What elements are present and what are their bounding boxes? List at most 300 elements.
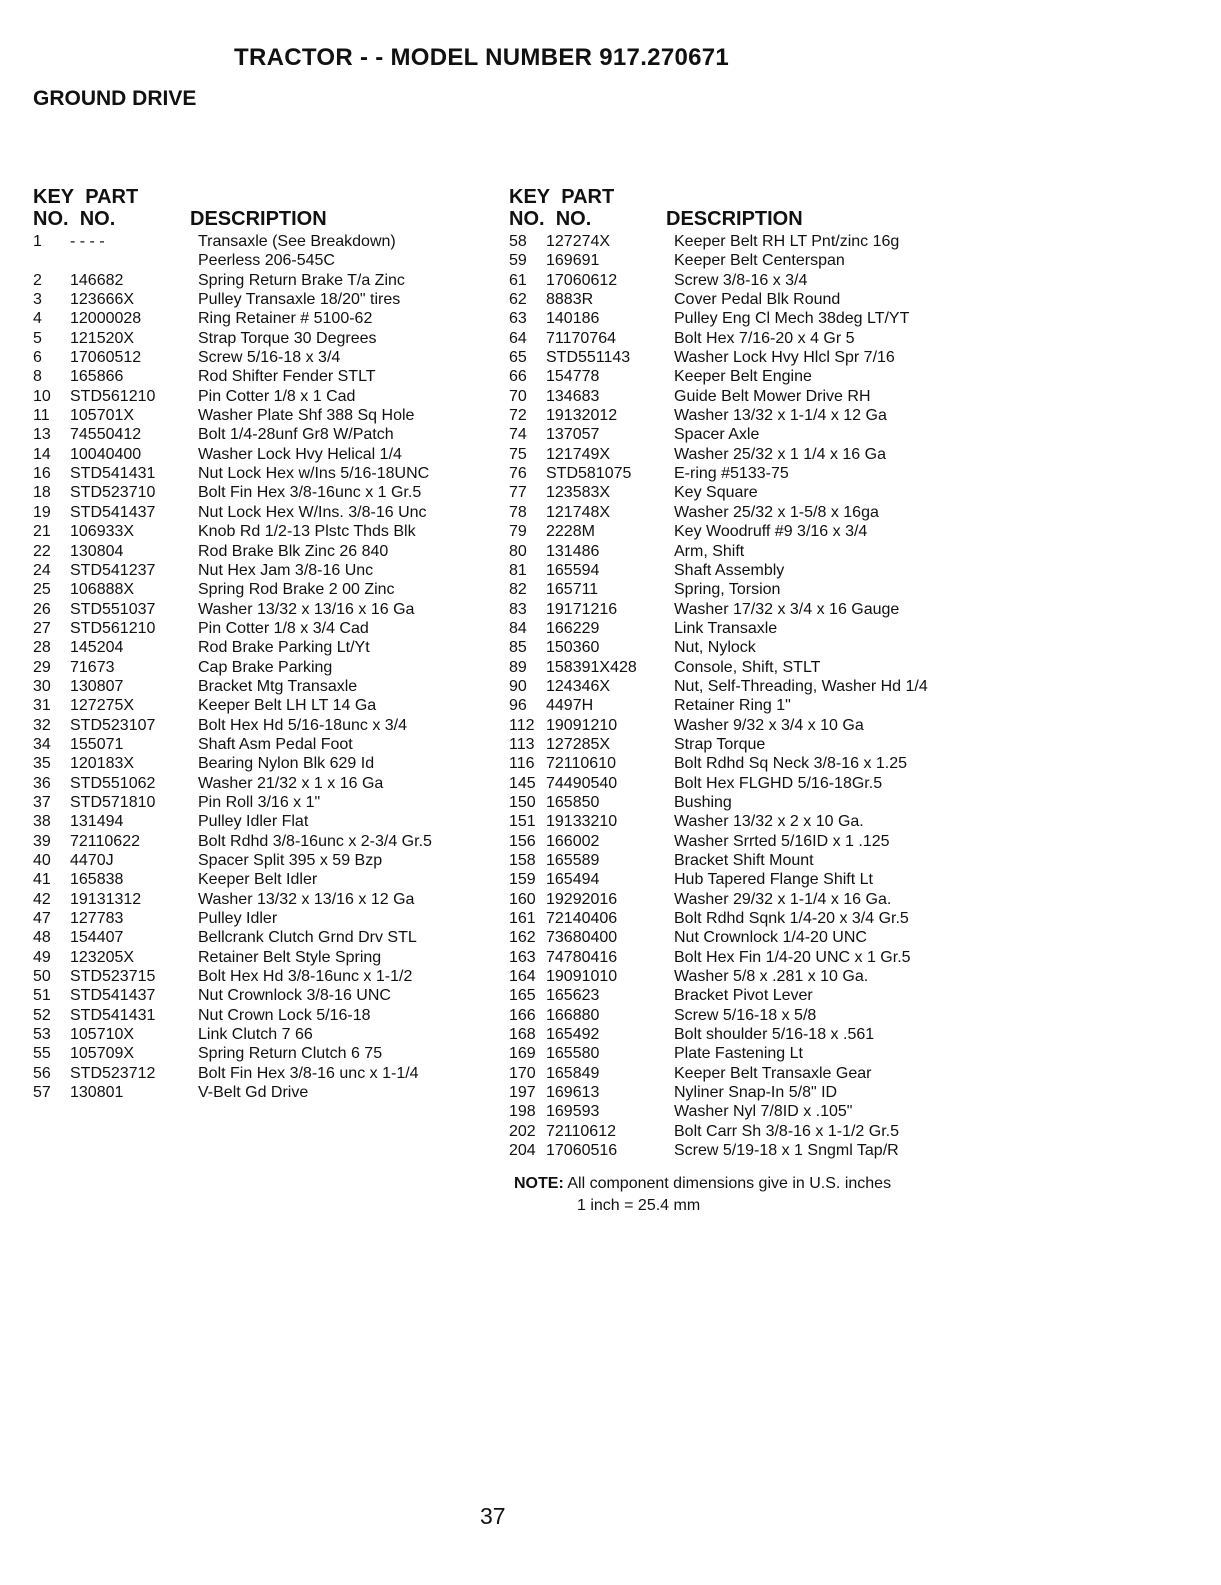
key-no: 64 <box>509 329 527 347</box>
part-no: 19131312 <box>70 890 142 908</box>
part-no: 124346X <box>546 677 611 695</box>
table-row <box>509 1122 1209 1141</box>
part-no: 74780416 <box>546 948 618 966</box>
description: Pin Roll 3/16 x 1" <box>198 793 321 811</box>
key-no: 151 <box>509 813 536 831</box>
table-row <box>33 271 503 290</box>
description: Bolt Fin Hex 3/8-16unc x 1 Gr.5 <box>198 484 422 502</box>
table-row <box>509 1064 1209 1083</box>
key-no: 14 <box>33 445 51 463</box>
part-no: 165866 <box>70 368 124 386</box>
description: Pulley Idler Flat <box>198 813 309 831</box>
key-no: 38 <box>33 813 51 831</box>
key-no: 164 <box>509 968 536 986</box>
description: Screw 5/16-18 x 5/8 <box>674 1006 817 1024</box>
table-row <box>509 367 1209 386</box>
part-no: 145204 <box>70 639 124 657</box>
part-no: 19292016 <box>546 890 618 908</box>
description: Keeper Belt RH LT Pnt/zinc 16g <box>674 233 900 250</box>
table-row <box>33 716 503 735</box>
part-no: 127783 <box>70 910 124 928</box>
part-no: STD571810 <box>70 793 156 811</box>
key-no: 59 <box>509 252 527 270</box>
key-no: 55 <box>33 1045 51 1063</box>
part-no: 4497H <box>546 697 594 715</box>
description: Keeper Belt Engine <box>674 368 812 386</box>
description: Bracket Pivot Lever <box>674 987 813 1005</box>
key-no: 53 <box>33 1026 51 1044</box>
description: Bolt Rdhd 3/8-16unc x 2-3/4 Gr.5 <box>198 832 432 850</box>
table-row <box>509 793 1209 812</box>
part-no: 146682 <box>70 271 124 289</box>
table-row <box>509 542 1209 561</box>
table-row <box>509 735 1209 754</box>
description: Keeper Belt Idler <box>198 871 318 889</box>
part-no: 2228M <box>546 523 595 541</box>
description: Washer 25/32 x 1 1/4 x 16 Ga <box>674 445 886 463</box>
part-no: 105709X <box>70 1045 135 1063</box>
key-no: 32 <box>33 716 51 734</box>
table-row <box>33 445 503 464</box>
table-row <box>33 967 503 986</box>
note-label: NOTE: <box>514 1175 564 1192</box>
table-row <box>509 870 1209 889</box>
no-no-header: NO. NO. <box>509 208 592 230</box>
key-no: 90 <box>509 677 527 695</box>
page-title: TRACTOR - - MODEL NUMBER 917.270671 <box>234 44 730 71</box>
key-no: 39 <box>33 832 51 850</box>
key-no: 79 <box>509 523 527 541</box>
table-row <box>509 1141 1209 1160</box>
key-no: 76 <box>509 465 527 483</box>
part-no: 71673 <box>70 658 115 676</box>
key-no: 58 <box>509 233 527 250</box>
table-row <box>33 793 503 812</box>
key-no: 2 <box>33 271 42 289</box>
part-no: 134683 <box>546 387 600 405</box>
key-no: 78 <box>509 503 527 521</box>
table-row <box>509 909 1209 928</box>
description: Bellcrank Clutch Grnd Drv STL <box>198 929 417 947</box>
table-row <box>509 445 1209 464</box>
part-no: 19091210 <box>546 716 618 734</box>
part-no: 166229 <box>546 619 600 637</box>
table-row <box>33 1064 503 1083</box>
key-no: 51 <box>33 987 51 1005</box>
description: Key Square <box>674 484 758 502</box>
description: Pin Cotter 1/8 x 1 Cad <box>198 387 356 405</box>
part-no: 165623 <box>546 987 600 1005</box>
part-no: 72110612 <box>546 1122 616 1140</box>
description: Nyliner Snap-In 5/8" ID <box>674 1084 838 1102</box>
table-row <box>509 928 1209 947</box>
key-no: 13 <box>33 426 51 444</box>
key-no: 166 <box>509 1006 536 1024</box>
key-no: 18 <box>33 484 51 502</box>
part-no: STD561210 <box>70 619 156 637</box>
part-no: 72140406 <box>546 910 618 928</box>
key-no: 41 <box>33 871 51 889</box>
key-no: 75 <box>509 445 527 463</box>
key-no: 62 <box>509 291 527 309</box>
description: Washer 13/32 x 13/16 x 16 Ga <box>198 600 415 618</box>
description: Bolt Rdhd Sqnk 1/4-20 x 3/4 Gr.5 <box>674 910 909 928</box>
description: Keeper Belt LH LT 14 Ga <box>198 697 377 715</box>
part-no: 73680400 <box>546 929 618 947</box>
table-row <box>33 677 503 696</box>
part-no: STD523712 <box>70 1064 156 1082</box>
key-no: 70 <box>509 387 527 405</box>
key-no: 3 <box>33 291 42 309</box>
table-row <box>33 851 503 870</box>
key-no: 161 <box>509 910 536 928</box>
description: Strap Torque 30 Degrees <box>198 329 377 347</box>
part-no: 120183X <box>70 755 135 773</box>
key-no: 96 <box>509 697 527 715</box>
description: Bracket Shift Mount <box>674 852 814 869</box>
key-no: 28 <box>33 639 51 657</box>
description: Console, Shift, STLT <box>674 658 821 676</box>
key-no: 52 <box>33 1006 51 1024</box>
table-row <box>33 870 503 889</box>
description: Guide Belt Mower Drive RH <box>674 387 871 405</box>
key-no: 1 <box>33 233 42 250</box>
key-no: 116 <box>509 755 535 773</box>
table-row <box>33 638 503 657</box>
description: Nut Lock Hex w/Ins 5/16-18UNC <box>198 465 430 483</box>
key-no: 150 <box>509 793 536 811</box>
key-no: 197 <box>509 1084 536 1102</box>
key-no: 160 <box>509 890 536 908</box>
description: Nut Crownlock 3/8-16 UNC <box>198 987 391 1005</box>
description: Pin Cotter 1/8 x 3/4 Cad <box>198 619 369 637</box>
table-row <box>509 851 1209 870</box>
description: Nut, Self-Threading, Washer Hd 1/4 <box>674 677 928 695</box>
key-no: 30 <box>33 677 51 695</box>
part-no: STD541431 <box>70 465 156 483</box>
description: Bolt shoulder 5/16-18 x .561 <box>674 1026 875 1044</box>
key-no: 202 <box>509 1122 536 1140</box>
key-no: 22 <box>33 542 51 560</box>
table-row <box>33 774 503 793</box>
table-row <box>509 986 1209 1005</box>
description: Cover Pedal Blk Round <box>674 291 841 309</box>
description: Rod Brake Blk Zinc 26 840 <box>198 542 389 560</box>
description: Shaft Assembly <box>674 561 785 579</box>
description: Bolt 1/4-28unf Gr8 W/Patch <box>198 426 394 444</box>
table-row <box>33 348 503 367</box>
description: Washer 9/32 x 3/4 x 10 Ga <box>674 716 864 734</box>
key-no: 40 <box>33 852 51 869</box>
key-no: 47 <box>33 910 51 928</box>
table-row <box>509 658 1209 677</box>
description: Screw 5/16-18 x 3/4 <box>198 349 341 367</box>
table-row <box>509 754 1209 773</box>
description: Washer 17/32 x 3/4 x 16 Gauge <box>674 600 900 618</box>
part-no: 140186 <box>546 310 600 328</box>
part-no: 131494 <box>70 813 124 831</box>
table-row <box>509 716 1209 735</box>
key-no: 72 <box>509 407 527 425</box>
key-no: 8 <box>33 368 42 386</box>
key-no: 26 <box>33 600 51 618</box>
part-no: 130801 <box>70 1084 124 1102</box>
part-no: 105710X <box>70 1026 135 1044</box>
table-row <box>509 1083 1209 1102</box>
description: Hub Tapered Flange Shift Lt <box>674 871 873 889</box>
table-row <box>33 832 503 851</box>
part-no: 158391X428 <box>546 658 637 676</box>
part-no: STD541437 <box>70 987 156 1005</box>
table-row <box>33 890 503 909</box>
description: Washer Lock Hvy Helical 1/4 <box>198 445 402 463</box>
parts-column-left <box>33 186 503 1102</box>
description: Bolt Hex 7/16-20 x 4 Gr 5 <box>674 329 855 347</box>
part-no: STD551062 <box>70 774 156 792</box>
description: Bearing Nylon Blk 629 Id <box>198 755 375 773</box>
key-no: 169 <box>509 1045 536 1063</box>
part-no: 19171216 <box>546 600 618 618</box>
table-row <box>509 406 1209 425</box>
part-no: 169691 <box>546 252 600 270</box>
description: Nut Lock Hex W/Ins. 3/8-16 Unc <box>198 503 427 521</box>
description: Nut, Nylock <box>674 639 756 657</box>
part-no: 72110622 <box>70 832 140 850</box>
parts-list-left <box>33 232 503 1102</box>
table-row <box>33 1044 503 1063</box>
description: Washer Srrted 5/16ID x 1 .125 <box>674 832 890 850</box>
key-no: 84 <box>509 619 527 637</box>
part-no: STD541437 <box>70 503 156 521</box>
table-row <box>509 1025 1209 1044</box>
table-row <box>33 696 503 715</box>
part-no: 10040400 <box>70 445 142 463</box>
part-no: STD523710 <box>70 484 156 502</box>
key-no: 10 <box>33 387 51 405</box>
part-no: 166002 <box>546 832 600 850</box>
part-no: 165580 <box>546 1045 600 1063</box>
description: Washer 25/32 x 1-5/8 x 16ga <box>674 503 879 521</box>
key-no: 4 <box>33 310 42 328</box>
column-header <box>509 186 1209 232</box>
table-row <box>509 464 1209 483</box>
key-no: 159 <box>509 871 536 889</box>
key-no: 49 <box>33 948 51 966</box>
part-no: STD581075 <box>546 465 632 483</box>
description: Bolt Hex Fin 1/4-20 UNC x 1 Gr.5 <box>674 948 911 966</box>
part-no: 127285X <box>546 735 611 753</box>
table-row <box>509 638 1209 657</box>
key-no: 19 <box>33 503 51 521</box>
table-row <box>509 309 1209 328</box>
part-no: STD561210 <box>70 387 156 405</box>
description: Rod Shifter Fender STLT <box>198 368 376 386</box>
table-row <box>33 290 503 309</box>
table-row <box>33 619 503 638</box>
description: Washer 21/32 x 1 x 16 Ga <box>198 774 384 792</box>
description: Rod Brake Parking Lt/Yt <box>198 639 370 657</box>
description: Pulley Eng Cl Mech 38deg LT/YT <box>674 310 910 328</box>
part-no: - - - - <box>70 233 105 250</box>
table-row <box>509 522 1209 541</box>
key-no: 16 <box>33 465 51 483</box>
key-no: 50 <box>33 968 51 986</box>
key-no: 156 <box>509 832 536 850</box>
description: Retainer Ring 1" <box>674 697 791 715</box>
table-row <box>33 542 503 561</box>
table-row <box>33 1083 503 1102</box>
key-no: 83 <box>509 600 527 618</box>
description: Pulley Idler <box>198 910 278 928</box>
part-no: 106933X <box>70 523 135 541</box>
part-no: 137057 <box>546 426 600 444</box>
part-no: 131486 <box>546 542 600 560</box>
key-no: 66 <box>509 368 527 386</box>
table-row <box>33 928 503 947</box>
description: Bolt Carr Sh 3/8-16 x 1-1/2 Gr.5 <box>674 1122 899 1140</box>
description: Spacer Axle <box>674 426 760 444</box>
table-row <box>33 251 503 270</box>
part-no: 154407 <box>70 929 124 947</box>
description: Screw 3/8-16 x 3/4 <box>674 271 808 289</box>
description: Shaft Asm Pedal Foot <box>198 735 353 753</box>
part-no: 106888X <box>70 581 135 599</box>
table-row <box>509 1006 1209 1025</box>
description: Washer Plate Shf 388 Sq Hole <box>198 407 415 425</box>
part-no: 155071 <box>70 735 124 753</box>
key-no: 80 <box>509 542 527 560</box>
part-no: 123666X <box>70 291 135 309</box>
description-header: DESCRIPTION <box>190 208 327 230</box>
parts-column-right <box>509 186 1209 1161</box>
table-row <box>33 309 503 328</box>
part-no: 165849 <box>546 1064 600 1082</box>
key-no: 61 <box>509 271 527 289</box>
table-row <box>509 348 1209 367</box>
table-row <box>33 735 503 754</box>
table-row <box>33 812 503 831</box>
part-no: 12000028 <box>70 310 142 328</box>
table-row <box>509 580 1209 599</box>
key-no: 168 <box>509 1026 536 1044</box>
table-row <box>33 367 503 386</box>
table-row <box>33 600 503 619</box>
part-no: 121748X <box>546 503 611 521</box>
table-row <box>33 503 503 522</box>
key-no: 163 <box>509 948 536 966</box>
part-no: STD551143 <box>546 349 631 367</box>
part-no: 19132012 <box>546 407 618 425</box>
key-no: 145 <box>509 774 536 792</box>
part-no: 150360 <box>546 639 600 657</box>
part-no: 71170764 <box>546 329 616 347</box>
description: Screw 5/19-18 x 1 Sngml Tap/R <box>674 1142 899 1160</box>
table-row <box>509 251 1209 270</box>
description: Bolt Rdhd Sq Neck 3/8-16 x 1.25 <box>674 755 908 773</box>
part-no: STD541431 <box>70 1006 156 1024</box>
table-row <box>33 522 503 541</box>
part-no: 121520X <box>70 329 135 347</box>
description: Washer 5/8 x .281 x 10 Ga. <box>674 968 869 986</box>
table-row <box>509 387 1209 406</box>
description: Nut Hex Jam 3/8-16 Unc <box>198 561 374 579</box>
table-row <box>509 677 1209 696</box>
part-no: STD551037 <box>70 600 156 618</box>
part-no: 169613 <box>546 1084 600 1102</box>
table-row <box>509 232 1209 251</box>
part-no: STD523715 <box>70 968 156 986</box>
part-no: 8883R <box>546 291 594 309</box>
key-no: 57 <box>33 1084 51 1102</box>
description: Cap Brake Parking <box>198 658 333 676</box>
part-no: 165589 <box>546 852 600 869</box>
key-no: 198 <box>509 1103 536 1121</box>
table-row <box>509 812 1209 831</box>
column-header <box>33 186 503 232</box>
description: Transaxle (See Breakdown) <box>198 233 396 250</box>
key-no: 112 <box>509 716 535 734</box>
description: Knob Rd 1/2-13 Plstc Thds Blk <box>198 523 416 541</box>
part-no: 127274X <box>546 233 611 250</box>
key-no: 37 <box>33 793 51 811</box>
note-text: All component dimensions give in U.S. inches <box>567 1175 892 1192</box>
part-no: STD541237 <box>70 561 156 579</box>
table-row <box>33 406 503 425</box>
key-no: 34 <box>33 735 51 753</box>
part-no: 74550412 <box>70 426 142 444</box>
table-row <box>509 561 1209 580</box>
note-conversion: 1 inch = 25.4 mm <box>577 1197 701 1214</box>
part-no: 121749X <box>546 445 611 463</box>
table-row <box>509 290 1209 309</box>
key-no: 113 <box>509 735 535 753</box>
table-row <box>509 271 1209 290</box>
description: Ring Retainer # 5100-62 <box>198 310 373 328</box>
description: Key Woodruff #9 3/16 x 3/4 <box>674 523 868 541</box>
key-no: 82 <box>509 581 527 599</box>
description: Bolt Hex FLGHD 5/16-18Gr.5 <box>674 774 883 792</box>
description: Spring, Torsion <box>674 581 781 599</box>
table-row <box>33 329 503 348</box>
part-no: 165838 <box>70 871 124 889</box>
key-no: 27 <box>33 619 51 637</box>
part-no: 165492 <box>546 1026 600 1044</box>
no-no-header: NO. NO. <box>33 208 116 230</box>
table-row <box>33 387 503 406</box>
parts-list-right <box>509 232 1209 1161</box>
part-no: 165711 <box>546 581 599 599</box>
part-no: 130807 <box>70 677 124 695</box>
key-no: 48 <box>33 929 51 947</box>
description: Keeper Belt Transaxle Gear <box>674 1064 872 1082</box>
table-row <box>33 948 503 967</box>
table-row <box>33 232 503 251</box>
table-row <box>33 986 503 1005</box>
description: Spring Return Brake T/a Zinc <box>198 271 405 289</box>
table-row <box>33 1006 503 1025</box>
part-no: 165850 <box>546 793 600 811</box>
key-no: 56 <box>33 1064 51 1082</box>
description: Pulley Transaxle 18/20" tires <box>198 291 401 309</box>
key-no: 63 <box>509 310 527 328</box>
description: Spring Return Clutch 6 75 <box>198 1045 383 1063</box>
key-no: 65 <box>509 349 527 367</box>
key-no: 5 <box>33 329 42 347</box>
key-no: 31 <box>33 697 51 715</box>
description: Strap Torque <box>674 735 766 753</box>
table-row <box>509 1102 1209 1121</box>
table-row <box>33 580 503 599</box>
